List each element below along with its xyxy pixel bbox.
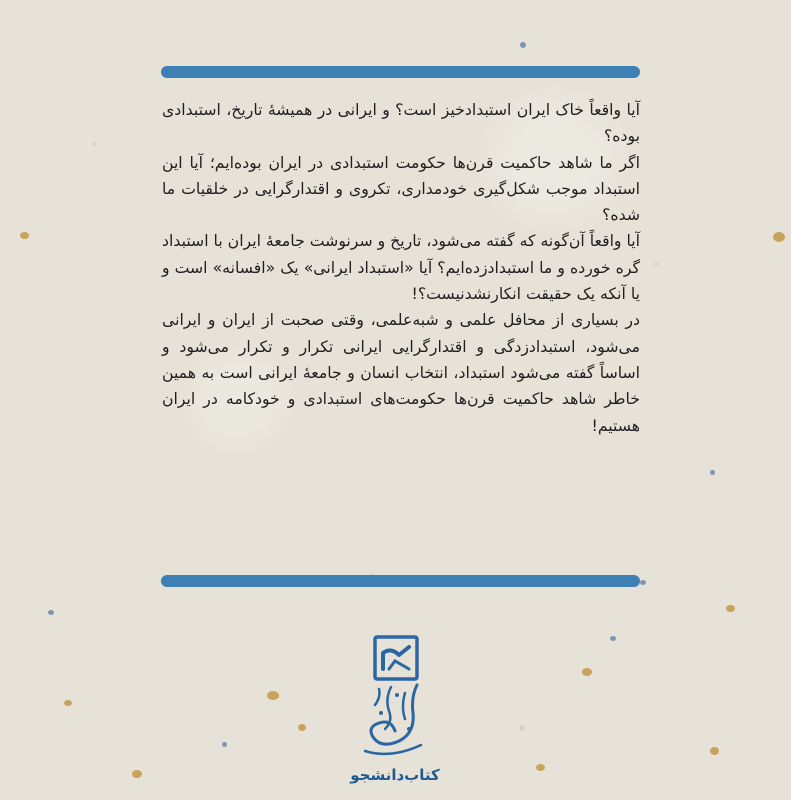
paragraph: در بسیاری از محافل علمی و شبه‌علمی، وقتی صحبت از ایران و ایرانی می‌شود، استبدادزدگی و اقتدارگرایی ایرانی تکرار و تکرار می‌شود و اساساً گفته می‌شود استبداد، انتخاب انسان و جامعهٔ ایرانی است به همین خاطر شاهد حاکمیت قرن‌ها حکومت‌های استبدادی و خودکامه در ایران هستیم! (162, 310, 640, 435)
paper-speck (20, 232, 29, 239)
paper-speck (64, 700, 72, 706)
paper-speck (520, 42, 526, 48)
paper-speck (267, 691, 279, 700)
paper-speck (536, 764, 545, 771)
paper-speck (582, 668, 592, 676)
paragraph: اگر ما شاهد حاکمیت قرن‌ها حکومت استبدادی در ایران بوده‌ایم؛ آیا این استبداد موجب شکل‌گیری خودمداری، تکروی و اقتدارگرایی در خلقیات ما شده؟ (162, 152, 640, 225)
paragraph: آیا واقعاً خاک ایران استبدادخیز است؟ و ایرانی در همیشهٔ تاریخ، استبدادی بوده؟ (162, 100, 640, 146)
bottom-divider-bar (161, 575, 640, 587)
paper-speck (298, 724, 306, 731)
back-cover-text (162, 97, 640, 439)
paper-speck (610, 636, 616, 641)
paragraph: آیا واقعاً آن‌گونه که گفته می‌شود، تاریخ و سرنوشت جامعهٔ ایران با استبداد گره خورده و ما استبدادزده‌ایم؟ آیا «استبداد ایرانی» یک «افسانه» است و یا آنکه یک حقیقت انکارنشدنیست؟! (162, 231, 640, 304)
paper-speck (710, 747, 719, 755)
paper-speck (48, 610, 54, 615)
publisher-logo-icon (351, 633, 441, 767)
paper-speck (640, 580, 646, 585)
paper-speck (222, 742, 227, 747)
publisher-name: کتاب‌دانشجو (350, 766, 440, 784)
paper-speck (132, 770, 142, 778)
paper-speck (710, 470, 715, 475)
paper-speck (773, 232, 785, 242)
paper-speck (726, 605, 735, 612)
top-divider-bar (161, 66, 640, 78)
